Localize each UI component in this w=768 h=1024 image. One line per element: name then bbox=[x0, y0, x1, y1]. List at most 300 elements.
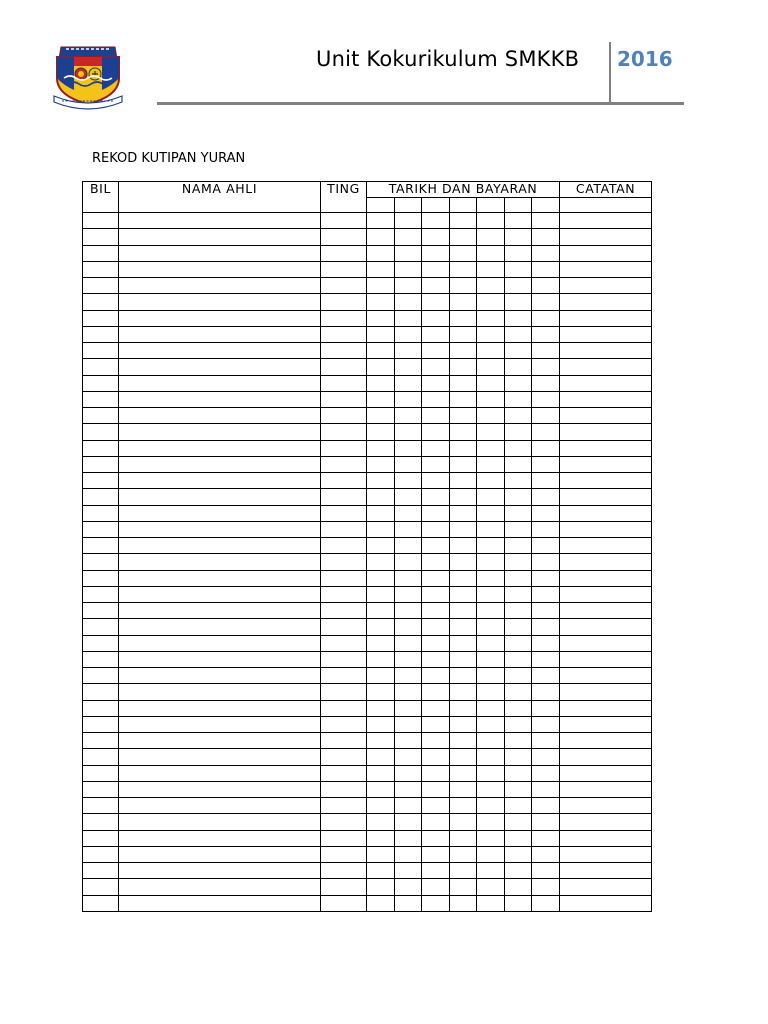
table-cell bbox=[321, 781, 367, 797]
table-row bbox=[83, 554, 652, 570]
table-cell bbox=[477, 651, 505, 667]
table-cell bbox=[560, 781, 652, 797]
table-cell bbox=[505, 359, 532, 375]
table-cell bbox=[560, 603, 652, 619]
table-cell bbox=[321, 554, 367, 570]
table-row bbox=[83, 359, 652, 375]
table-cell bbox=[395, 326, 422, 342]
table-cell bbox=[560, 473, 652, 489]
table-row bbox=[83, 375, 652, 391]
table-cell bbox=[505, 846, 532, 862]
table-cell bbox=[422, 343, 450, 359]
table-cell bbox=[321, 310, 367, 326]
table-cell bbox=[505, 814, 532, 830]
table-cell bbox=[450, 245, 477, 261]
table-cell bbox=[560, 310, 652, 326]
table-cell bbox=[422, 456, 450, 472]
table-cell bbox=[560, 456, 652, 472]
table-cell bbox=[367, 391, 395, 407]
table-cell bbox=[477, 700, 505, 716]
table-cell bbox=[560, 261, 652, 277]
table-cell bbox=[450, 294, 477, 310]
table-cell bbox=[422, 700, 450, 716]
table-cell bbox=[321, 619, 367, 635]
table-cell bbox=[532, 814, 560, 830]
table-cell bbox=[505, 668, 532, 684]
table-cell bbox=[532, 554, 560, 570]
table-cell bbox=[422, 716, 450, 732]
table-cell bbox=[532, 424, 560, 440]
table-cell bbox=[422, 521, 450, 537]
table-cell bbox=[395, 294, 422, 310]
table-cell bbox=[450, 895, 477, 911]
table-cell bbox=[477, 310, 505, 326]
header-rule bbox=[157, 102, 684, 105]
table-cell bbox=[367, 310, 395, 326]
table-cell bbox=[505, 310, 532, 326]
school-crest-icon bbox=[52, 44, 124, 110]
table-cell bbox=[119, 375, 321, 391]
table-cell bbox=[119, 359, 321, 375]
table-cell bbox=[532, 359, 560, 375]
table-cell bbox=[83, 554, 119, 570]
table-cell bbox=[321, 359, 367, 375]
table-cell bbox=[532, 456, 560, 472]
table-cell bbox=[560, 570, 652, 586]
table-cell bbox=[532, 603, 560, 619]
table-cell bbox=[395, 505, 422, 521]
table-cell bbox=[83, 716, 119, 732]
table-cell bbox=[505, 440, 532, 456]
table-cell bbox=[532, 229, 560, 245]
table-cell bbox=[395, 213, 422, 229]
table-cell bbox=[367, 343, 395, 359]
table-row bbox=[83, 684, 652, 700]
table-cell bbox=[477, 408, 505, 424]
table-cell bbox=[367, 846, 395, 862]
table-cell bbox=[367, 814, 395, 830]
table-cell bbox=[450, 261, 477, 277]
table-cell bbox=[560, 814, 652, 830]
table-cell bbox=[505, 261, 532, 277]
table-cell bbox=[321, 651, 367, 667]
table-cell bbox=[83, 213, 119, 229]
table-cell bbox=[477, 213, 505, 229]
table-cell bbox=[560, 521, 652, 537]
table-cell bbox=[560, 359, 652, 375]
table-cell bbox=[367, 505, 395, 521]
table-cell bbox=[321, 213, 367, 229]
table-row bbox=[83, 781, 652, 797]
col-header-ting: TING bbox=[321, 182, 367, 213]
table-cell bbox=[83, 798, 119, 814]
table-cell bbox=[560, 440, 652, 456]
table-cell bbox=[83, 635, 119, 651]
table-cell bbox=[450, 716, 477, 732]
table-cell bbox=[119, 343, 321, 359]
table-cell bbox=[450, 326, 477, 342]
table-cell bbox=[395, 261, 422, 277]
table-cell bbox=[505, 716, 532, 732]
table-cell bbox=[505, 391, 532, 407]
table-cell bbox=[321, 375, 367, 391]
table-cell bbox=[450, 213, 477, 229]
table-cell bbox=[477, 830, 505, 846]
table-cell bbox=[367, 765, 395, 781]
table-cell bbox=[321, 603, 367, 619]
table-cell bbox=[422, 440, 450, 456]
table-cell bbox=[367, 668, 395, 684]
table-row bbox=[83, 814, 652, 830]
table-cell bbox=[450, 603, 477, 619]
table-cell bbox=[321, 798, 367, 814]
table-row bbox=[83, 668, 652, 684]
table-cell bbox=[560, 554, 652, 570]
table-cell bbox=[119, 424, 321, 440]
table-cell bbox=[560, 505, 652, 521]
table-cell bbox=[560, 863, 652, 879]
table-cell bbox=[450, 668, 477, 684]
table-cell bbox=[395, 814, 422, 830]
table-cell bbox=[395, 635, 422, 651]
table-cell bbox=[560, 619, 652, 635]
table-cell bbox=[505, 424, 532, 440]
table-cell bbox=[119, 294, 321, 310]
table-cell bbox=[119, 863, 321, 879]
table-cell bbox=[395, 733, 422, 749]
table-cell bbox=[321, 668, 367, 684]
table-cell bbox=[395, 830, 422, 846]
table-cell bbox=[395, 278, 422, 294]
table-row bbox=[83, 846, 652, 862]
table-cell bbox=[532, 716, 560, 732]
table-cell bbox=[505, 798, 532, 814]
table-cell bbox=[505, 879, 532, 895]
table-cell bbox=[367, 326, 395, 342]
table-cell bbox=[83, 684, 119, 700]
table-cell bbox=[505, 635, 532, 651]
table-row bbox=[83, 863, 652, 879]
table-cell bbox=[395, 781, 422, 797]
table-cell bbox=[532, 538, 560, 554]
table-cell bbox=[321, 278, 367, 294]
table-cell bbox=[321, 538, 367, 554]
table-cell bbox=[477, 489, 505, 505]
table-cell bbox=[422, 505, 450, 521]
table-cell bbox=[560, 651, 652, 667]
table-cell bbox=[422, 408, 450, 424]
table-cell bbox=[532, 619, 560, 635]
table-cell bbox=[422, 229, 450, 245]
table-cell bbox=[321, 716, 367, 732]
table-cell bbox=[83, 294, 119, 310]
table-cell bbox=[560, 343, 652, 359]
table-cell bbox=[477, 538, 505, 554]
table-cell bbox=[367, 863, 395, 879]
table-cell bbox=[367, 716, 395, 732]
table-cell bbox=[395, 668, 422, 684]
table-cell bbox=[477, 521, 505, 537]
table-cell bbox=[532, 440, 560, 456]
table-cell bbox=[450, 619, 477, 635]
table-cell bbox=[119, 310, 321, 326]
table-cell bbox=[83, 261, 119, 277]
table-row bbox=[83, 619, 652, 635]
table-cell bbox=[395, 375, 422, 391]
table-cell bbox=[532, 521, 560, 537]
table-row bbox=[83, 245, 652, 261]
table-cell bbox=[560, 213, 652, 229]
table-cell bbox=[119, 733, 321, 749]
table-cell bbox=[532, 294, 560, 310]
table-cell bbox=[477, 586, 505, 602]
table-cell bbox=[532, 245, 560, 261]
table-cell bbox=[477, 245, 505, 261]
table-row bbox=[83, 294, 652, 310]
table-cell bbox=[83, 781, 119, 797]
table-row bbox=[83, 586, 652, 602]
table-cell bbox=[505, 456, 532, 472]
table-row bbox=[83, 408, 652, 424]
table-cell bbox=[321, 294, 367, 310]
table-cell bbox=[505, 570, 532, 586]
table-cell bbox=[422, 278, 450, 294]
table-row bbox=[83, 326, 652, 342]
table-cell bbox=[395, 343, 422, 359]
table-cell bbox=[532, 635, 560, 651]
table-cell bbox=[367, 489, 395, 505]
table-cell bbox=[395, 619, 422, 635]
table-cell bbox=[450, 521, 477, 537]
table-cell bbox=[477, 814, 505, 830]
table-cell bbox=[422, 570, 450, 586]
payment-subheader-cell bbox=[367, 198, 395, 213]
table-cell bbox=[83, 245, 119, 261]
table-cell bbox=[119, 245, 321, 261]
table-cell bbox=[560, 375, 652, 391]
table-cell bbox=[450, 879, 477, 895]
table-cell bbox=[422, 489, 450, 505]
table-cell bbox=[532, 781, 560, 797]
payment-subheader-cell bbox=[450, 198, 477, 213]
table-cell bbox=[119, 521, 321, 537]
table-cell bbox=[560, 684, 652, 700]
table-cell bbox=[321, 765, 367, 781]
table-cell bbox=[560, 326, 652, 342]
table-cell bbox=[422, 863, 450, 879]
table-cell bbox=[532, 570, 560, 586]
table-cell bbox=[119, 538, 321, 554]
table-cell bbox=[395, 879, 422, 895]
table-cell bbox=[321, 733, 367, 749]
table-cell bbox=[450, 765, 477, 781]
table-cell bbox=[422, 651, 450, 667]
table-cell bbox=[83, 375, 119, 391]
table-cell bbox=[367, 733, 395, 749]
table-cell bbox=[395, 846, 422, 862]
table-cell bbox=[450, 408, 477, 424]
table-row bbox=[83, 651, 652, 667]
table-cell bbox=[367, 830, 395, 846]
table-cell bbox=[477, 684, 505, 700]
table-cell bbox=[477, 570, 505, 586]
table-cell bbox=[119, 261, 321, 277]
header-year: 2016 bbox=[617, 47, 673, 71]
table-row bbox=[83, 635, 652, 651]
table-cell bbox=[83, 830, 119, 846]
table-cell bbox=[119, 749, 321, 765]
table-cell bbox=[532, 830, 560, 846]
table-cell bbox=[83, 765, 119, 781]
table-cell bbox=[321, 261, 367, 277]
table-cell bbox=[477, 781, 505, 797]
table-row bbox=[83, 440, 652, 456]
table-row bbox=[83, 879, 652, 895]
table-cell bbox=[83, 310, 119, 326]
table-cell bbox=[367, 570, 395, 586]
table-cell bbox=[395, 538, 422, 554]
table-cell bbox=[83, 229, 119, 245]
table-cell bbox=[367, 749, 395, 765]
table-cell bbox=[321, 391, 367, 407]
table-cell bbox=[450, 781, 477, 797]
table-cell bbox=[395, 603, 422, 619]
table-cell bbox=[505, 213, 532, 229]
table-cell bbox=[560, 424, 652, 440]
table-cell bbox=[321, 700, 367, 716]
table-cell bbox=[477, 619, 505, 635]
table-cell bbox=[450, 473, 477, 489]
table-cell bbox=[321, 489, 367, 505]
table-cell bbox=[505, 473, 532, 489]
table-cell bbox=[395, 456, 422, 472]
table-cell bbox=[395, 245, 422, 261]
table-cell bbox=[450, 554, 477, 570]
table-cell bbox=[532, 310, 560, 326]
table-cell bbox=[367, 456, 395, 472]
table-cell bbox=[560, 749, 652, 765]
table-cell bbox=[505, 684, 532, 700]
table-cell bbox=[83, 489, 119, 505]
table-cell bbox=[422, 586, 450, 602]
table-cell bbox=[505, 343, 532, 359]
table-cell bbox=[532, 278, 560, 294]
table-cell bbox=[560, 586, 652, 602]
table-cell bbox=[83, 668, 119, 684]
table-cell bbox=[367, 521, 395, 537]
table-cell bbox=[367, 213, 395, 229]
table-cell bbox=[450, 684, 477, 700]
table-cell bbox=[560, 408, 652, 424]
table-cell bbox=[119, 668, 321, 684]
table-cell bbox=[450, 830, 477, 846]
col-header-tarikh-dan-bayaran: TARIKH DAN BAYARAN bbox=[367, 182, 560, 198]
table-cell bbox=[505, 229, 532, 245]
table-cell bbox=[367, 700, 395, 716]
table-cell bbox=[321, 521, 367, 537]
table-cell bbox=[422, 895, 450, 911]
table-row bbox=[83, 798, 652, 814]
table-cell bbox=[422, 668, 450, 684]
table-cell bbox=[395, 895, 422, 911]
table-cell bbox=[422, 846, 450, 862]
table-cell bbox=[505, 505, 532, 521]
table-cell bbox=[505, 538, 532, 554]
table-cell bbox=[321, 245, 367, 261]
header-divider bbox=[609, 42, 611, 104]
table-cell bbox=[367, 278, 395, 294]
table-cell bbox=[422, 603, 450, 619]
table-cell bbox=[119, 798, 321, 814]
table-cell bbox=[422, 554, 450, 570]
table-cell bbox=[367, 554, 395, 570]
table-cell bbox=[367, 359, 395, 375]
table-cell bbox=[560, 294, 652, 310]
table-cell bbox=[560, 229, 652, 245]
table-cell bbox=[532, 668, 560, 684]
table-row bbox=[83, 749, 652, 765]
table-cell bbox=[450, 391, 477, 407]
table-cell bbox=[395, 408, 422, 424]
table-cell bbox=[422, 326, 450, 342]
table-cell bbox=[532, 408, 560, 424]
table-row bbox=[83, 261, 652, 277]
table-cell bbox=[119, 830, 321, 846]
table-cell bbox=[422, 245, 450, 261]
table-cell bbox=[422, 261, 450, 277]
table-cell bbox=[83, 863, 119, 879]
col-header-nama-ahli: NAMA AHLI bbox=[119, 182, 321, 213]
table-cell bbox=[119, 765, 321, 781]
table-cell bbox=[450, 505, 477, 521]
table-cell bbox=[119, 895, 321, 911]
table-cell bbox=[505, 619, 532, 635]
table-cell bbox=[321, 505, 367, 521]
table-cell bbox=[119, 603, 321, 619]
table-cell bbox=[83, 359, 119, 375]
table-cell bbox=[450, 489, 477, 505]
table-cell bbox=[395, 765, 422, 781]
table-cell bbox=[505, 700, 532, 716]
table-cell bbox=[119, 278, 321, 294]
table-row bbox=[83, 733, 652, 749]
table-cell bbox=[321, 326, 367, 342]
table-cell bbox=[395, 489, 422, 505]
table-cell bbox=[450, 229, 477, 245]
table-cell bbox=[505, 765, 532, 781]
table-cell bbox=[477, 261, 505, 277]
table-cell bbox=[83, 538, 119, 554]
table-cell bbox=[83, 814, 119, 830]
table-cell bbox=[119, 391, 321, 407]
table-cell bbox=[450, 343, 477, 359]
table-cell bbox=[532, 473, 560, 489]
table-cell bbox=[450, 635, 477, 651]
table-cell bbox=[321, 424, 367, 440]
table-cell bbox=[422, 749, 450, 765]
table-cell bbox=[477, 278, 505, 294]
table-cell bbox=[83, 895, 119, 911]
table-cell bbox=[395, 440, 422, 456]
table-cell bbox=[83, 278, 119, 294]
table-cell bbox=[532, 505, 560, 521]
table-cell bbox=[395, 716, 422, 732]
table-cell bbox=[367, 798, 395, 814]
table-cell bbox=[395, 359, 422, 375]
table-row bbox=[83, 830, 652, 846]
table-cell bbox=[321, 863, 367, 879]
table-cell bbox=[119, 700, 321, 716]
